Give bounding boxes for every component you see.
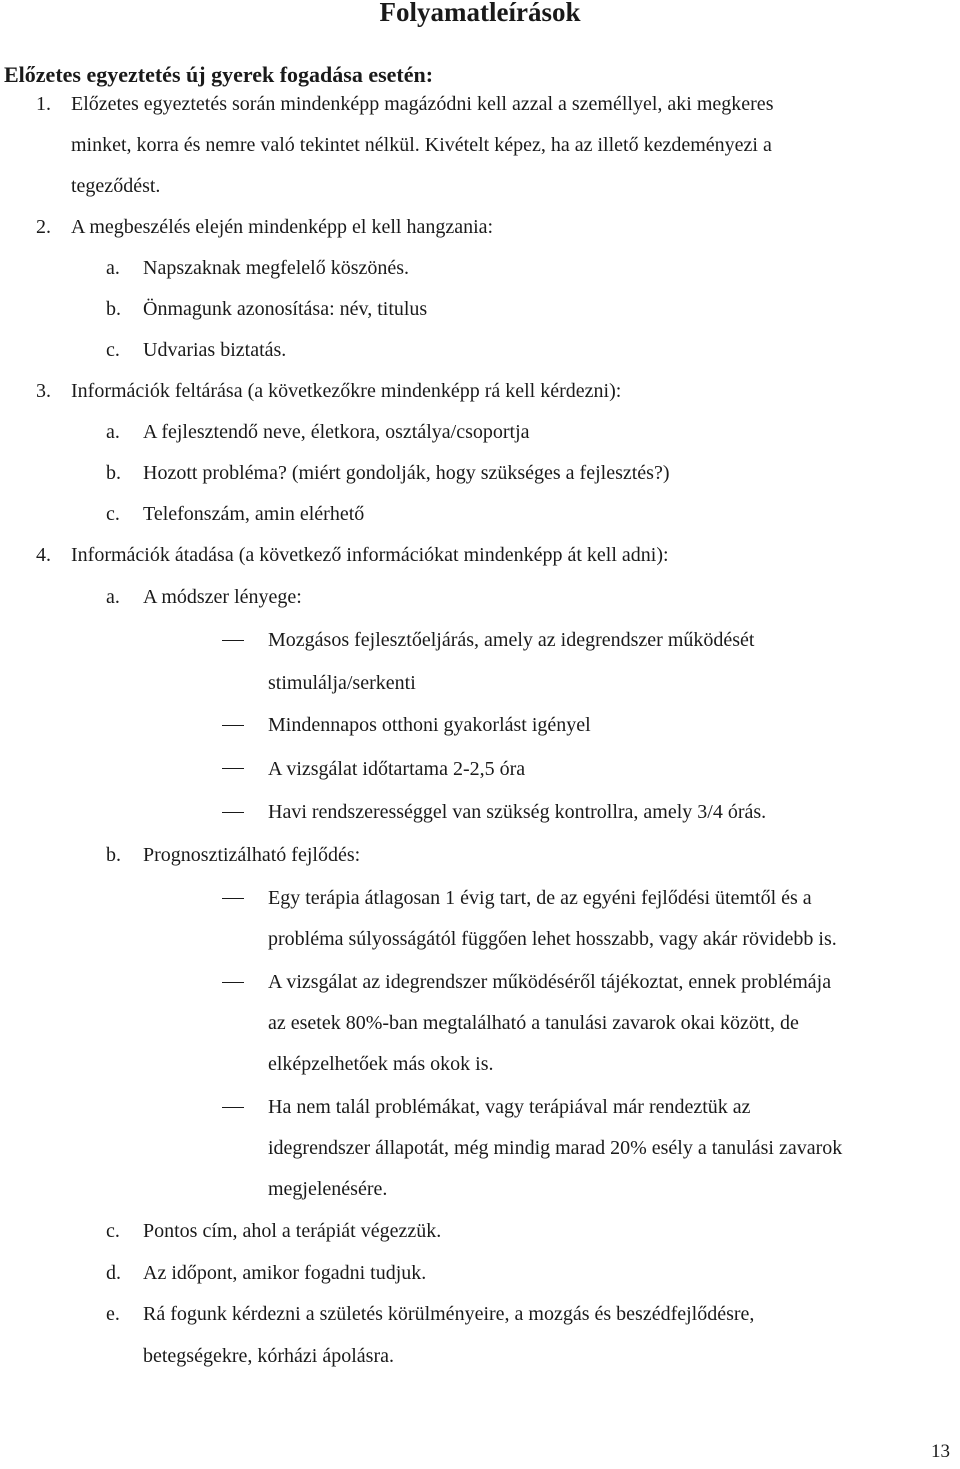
item-4b-bullet-1-line-2: probléma súlyosságától függően lehet hosszabb, vagy akár rövidebb is.: [268, 928, 837, 950]
item-2c-marker: c.: [106, 339, 120, 361]
dash-bullet-icon: [222, 640, 244, 641]
item-3a-line: A fejlesztendő neve, életkora, osztálya/csoportja: [143, 421, 530, 443]
item-2b-marker: b.: [106, 298, 121, 320]
item-4-line-1: Információk átadása (a következő információkat mindenképp át kell adni):: [71, 544, 669, 566]
item-2a-marker: a.: [106, 257, 120, 279]
section-heading: Előzetes egyeztetés új gyerek fogadása esetén:: [4, 62, 434, 87]
item-4b-marker: b.: [106, 844, 121, 866]
item-4e-line-2: betegségekre, kórházi ápolásra.: [143, 1345, 394, 1367]
item-3b-marker: b.: [106, 462, 121, 484]
item-4d-marker: d.: [106, 1262, 121, 1284]
item-3-marker: 3.: [36, 380, 51, 402]
item-4d-line: Az időpont, amikor fogadni tudjuk.: [143, 1262, 427, 1284]
item-4-marker: 4.: [36, 544, 51, 566]
item-2-marker: 2.: [36, 216, 51, 238]
dash-bullet-icon: [222, 725, 244, 726]
item-4b-line: Prognosztizálható fejlődés:: [143, 844, 361, 866]
item-1-line-3: tegeződést.: [71, 175, 161, 197]
item-4a-line: A módszer lényege:: [143, 586, 302, 608]
item-1-line-1: Előzetes egyeztetés során mindenképp magázódni kell azzal a személlyel, aki megkeres: [71, 93, 774, 115]
item-4b-bullet-3-line-3: megjelenésére.: [268, 1178, 388, 1200]
item-3b-line: Hozott probléma? (miért gondolják, hogy szükséges a fejlesztés?): [143, 462, 670, 484]
item-4b-bullet-3-line-2: idegrendszer állapotát, még mindig marad 20% esély a tanulási zavarok: [268, 1137, 843, 1159]
item-2c-line: Udvarias biztatás.: [143, 339, 287, 361]
dash-bullet-icon: [222, 982, 244, 983]
dash-bullet-icon: [222, 812, 244, 813]
dash-bullet-icon: [222, 1107, 244, 1108]
item-4b-bullet-2-line-1: A vizsgálat az idegrendszer működéséről tájékoztat, ennek problémája: [268, 971, 832, 993]
page-number: 13: [931, 1441, 950, 1462]
item-1-line-2: minket, korra és nemre való tekintet nélkül. Kivételt képez, ha az illető kezdeményezi a: [71, 134, 772, 156]
item-4b-bullet-1-line-1: Egy terápia átlagosan 1 évig tart, de az egyéni fejlődési ütemtől és a: [268, 887, 812, 909]
item-1-marker: 1.: [36, 93, 51, 115]
item-3c-marker: c.: [106, 503, 120, 525]
item-4a-bullet-1-line-2: stimulálja/serkenti: [268, 672, 416, 694]
page-title: Folyamatleírások: [379, 0, 581, 27]
item-3-line-1: Információk feltárása (a következőkre mindenképp rá kell kérdezni):: [71, 380, 622, 402]
dash-bullet-icon: [222, 768, 244, 769]
item-4b-bullet-3-line-1: Ha nem talál problémákat, vagy terápiával már rendeztük az: [268, 1096, 751, 1118]
item-3c-line: Telefonszám, amin elérhető: [143, 503, 365, 525]
item-2-line-1: A megbeszélés elején mindenképp el kell hangzania:: [71, 216, 494, 238]
item-4a-bullet-2-line-1: Mindennapos otthoni gyakorlást igényel: [268, 714, 591, 736]
item-4c-marker: c.: [106, 1220, 120, 1242]
item-4e-line-1: Rá fogunk kérdezni a születés körülményeire, a mozgás és beszédfejlődésre,: [143, 1303, 755, 1325]
item-4c-line: Pontos cím, ahol a terápiát végezzük.: [143, 1220, 442, 1242]
item-4b-bullet-2-line-3: elképzelhetőek más okok is.: [268, 1053, 494, 1075]
item-4a-bullet-1-line-1: Mozgásos fejlesztőeljárás, amely az idegrendszer működését: [268, 629, 755, 651]
item-3a-marker: a.: [106, 421, 120, 443]
item-4b-bullet-2-line-2: az esetek 80%-ban megtalálható a tanulási zavarok okai között, de: [268, 1012, 799, 1034]
item-4a-bullet-3-line-1: A vizsgálat időtartama 2-2,5 óra: [268, 758, 526, 780]
dash-bullet-icon: [222, 898, 244, 899]
item-4a-marker: a.: [106, 586, 120, 608]
item-4e-marker: e.: [106, 1303, 120, 1325]
item-2b-line: Önmagunk azonosítása: név, titulus: [143, 298, 428, 320]
item-2a-line: Napszaknak megfelelő köszönés.: [143, 257, 410, 279]
item-4a-bullet-4-line-1: Havi rendszerességgel van szükség kontrollra, amely 3/4 órás.: [268, 801, 767, 823]
